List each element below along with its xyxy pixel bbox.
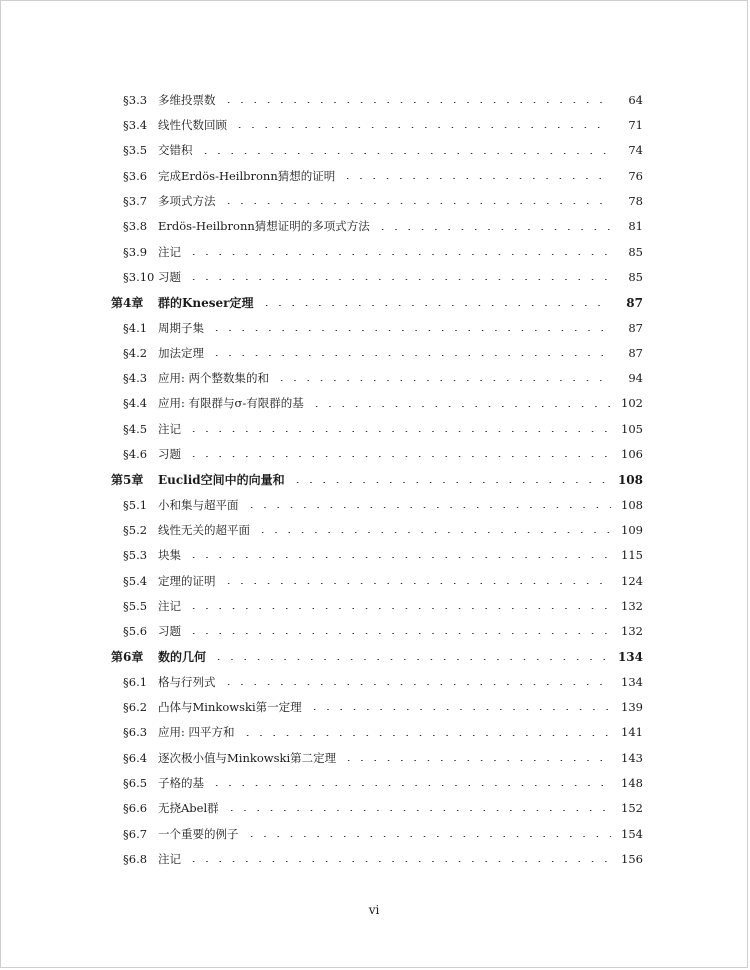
section-title: 加法定理 <box>158 348 210 360</box>
toc-section-row[interactable] <box>111 417 643 442</box>
section-title: 多维投票数 <box>158 95 222 107</box>
toc-page-number: 115 <box>611 550 643 562</box>
toc-section-row[interactable] <box>111 822 643 847</box>
toc-section-row[interactable] <box>111 518 643 543</box>
toc-page-number: 134 <box>611 651 643 663</box>
toc-page-number: 87 <box>611 323 643 335</box>
section-number: §4.5 <box>123 421 148 436</box>
toc-page-number: 141 <box>611 727 643 739</box>
toc-page-number: 108 <box>611 474 643 486</box>
dot-leader <box>212 659 611 660</box>
section-number: §6.4 <box>123 750 148 765</box>
section-number: §3.9 <box>123 244 148 259</box>
dot-leader <box>241 735 611 736</box>
toc-page-number: 106 <box>611 449 643 461</box>
section-number: §6.8 <box>123 851 148 866</box>
dot-leader <box>210 785 611 786</box>
chapter-title: 群的Kneser定理 <box>158 297 260 309</box>
table-of-contents <box>111 88 643 872</box>
toc-section-row[interactable] <box>111 847 643 872</box>
toc-page-number: 139 <box>611 702 643 714</box>
toc-page-number: 143 <box>611 753 643 765</box>
section-number: §5.3 <box>123 548 148 563</box>
section-number: §4.4 <box>123 396 148 411</box>
section-number: §6.5 <box>123 775 148 790</box>
dot-leader <box>376 229 611 230</box>
dot-leader <box>256 532 611 533</box>
toc-page-number: 148 <box>611 778 643 790</box>
toc-section-row[interactable] <box>111 189 643 214</box>
toc-page-number: 71 <box>611 120 643 132</box>
toc-section-row[interactable] <box>111 442 643 467</box>
dot-leader <box>222 203 612 204</box>
toc-page-number: 85 <box>611 272 643 284</box>
toc-page-number: 152 <box>611 803 643 815</box>
section-title: 应用: 两个整数集的和 <box>158 373 275 385</box>
toc-section-row[interactable] <box>111 139 643 164</box>
toc-section-row[interactable] <box>111 796 643 821</box>
section-number: §4.3 <box>123 371 148 386</box>
dot-leader <box>187 861 611 862</box>
toc-section-row[interactable] <box>111 214 643 239</box>
toc-chapter-row[interactable] <box>111 467 643 492</box>
toc-section-row[interactable] <box>111 771 643 796</box>
toc-page-number: 87 <box>611 297 643 309</box>
section-number: §3.10 <box>123 269 155 284</box>
toc-page-number: 154 <box>611 829 643 841</box>
dot-leader <box>260 305 611 306</box>
section-number: §6.3 <box>123 725 148 740</box>
section-number: §6.2 <box>123 700 148 715</box>
section-title: 小和集与超平面 <box>158 500 245 512</box>
section-title: 习题 <box>158 626 187 638</box>
dot-leader <box>210 355 611 356</box>
section-number: §5.2 <box>123 522 148 537</box>
section-title: 凸体与Minkowski第一定理 <box>158 702 308 714</box>
toc-page-number: 105 <box>611 424 643 436</box>
toc-page-number: 94 <box>611 373 643 385</box>
toc-page-number: 108 <box>611 500 643 512</box>
dot-leader <box>222 684 612 685</box>
section-title: 注记 <box>158 247 187 259</box>
section-number: §3.4 <box>123 118 148 133</box>
section-number: §5.1 <box>123 497 148 512</box>
section-title: 习题 <box>158 449 187 461</box>
dot-leader <box>245 507 612 508</box>
toc-page-number: 102 <box>611 398 643 410</box>
section-title: 线性代数回顾 <box>158 120 233 132</box>
section-title: 习题 <box>158 272 187 284</box>
toc-section-row[interactable] <box>111 164 643 189</box>
toc-section-row[interactable] <box>111 594 643 619</box>
toc-section-row[interactable] <box>111 265 643 290</box>
dot-leader <box>187 279 611 280</box>
chapter-title: Euclid空间中的向量和 <box>158 474 291 486</box>
toc-section-row[interactable] <box>111 746 643 771</box>
section-number: §3.5 <box>123 143 148 158</box>
section-title: 周期子集 <box>158 323 210 335</box>
toc-page-number: 156 <box>611 854 643 866</box>
toc-section-row[interactable] <box>111 569 643 594</box>
toc-section-row[interactable] <box>111 670 643 695</box>
toc-page-number: 132 <box>611 626 643 638</box>
toc-section-row[interactable] <box>111 392 643 417</box>
dot-leader <box>245 836 612 837</box>
section-number: §3.7 <box>123 194 148 209</box>
section-title: 无挠Abel群 <box>158 803 225 815</box>
toc-page-number: 109 <box>611 525 643 537</box>
toc-section-row[interactable] <box>111 720 643 745</box>
toc-page-number: 78 <box>611 196 643 208</box>
toc-page-number: 74 <box>611 145 643 157</box>
section-number: §5.6 <box>123 624 148 639</box>
dot-leader <box>187 608 611 609</box>
dot-leader <box>187 456 611 457</box>
section-number: §6.1 <box>123 674 148 689</box>
section-title: 定理的证明 <box>158 576 222 588</box>
dot-leader <box>210 330 611 331</box>
dot-leader <box>222 583 612 584</box>
toc-section-row[interactable] <box>111 366 643 391</box>
section-title: 逐次极小值与Minkowski第二定理 <box>158 753 342 765</box>
section-number: §3.6 <box>123 168 148 183</box>
section-title: 交错积 <box>158 145 199 157</box>
section-title: Erdös-Heilbronn猜想证明的多项式方法 <box>158 221 376 233</box>
page-number-footer: vi <box>368 903 380 917</box>
dot-leader <box>308 709 611 710</box>
section-number: §3.3 <box>123 92 148 107</box>
toc-section-row[interactable] <box>111 341 643 366</box>
toc-chapter-row[interactable] <box>111 645 643 670</box>
section-number: §6.6 <box>123 801 148 816</box>
section-title: 一个重要的例子 <box>158 829 245 841</box>
section-number: §5.5 <box>123 598 148 613</box>
chapter-number: 第5章 <box>111 473 144 488</box>
section-title: 注记 <box>158 854 187 866</box>
section-title: 注记 <box>158 601 187 613</box>
dot-leader <box>199 153 612 154</box>
section-title: 应用: 有限群与σ-有限群的基 <box>158 398 310 410</box>
dot-leader <box>275 380 611 381</box>
dot-leader <box>342 760 611 761</box>
dot-leader <box>291 482 611 483</box>
dot-leader <box>341 178 611 179</box>
section-number: §3.8 <box>123 219 148 234</box>
dot-leader <box>187 557 611 558</box>
toc-section-row[interactable] <box>111 316 643 341</box>
section-title: 线性无关的超平面 <box>158 525 256 537</box>
section-number: §4.2 <box>123 345 148 360</box>
toc-page-number: 124 <box>611 576 643 588</box>
chapter-title: 数的几何 <box>158 651 212 663</box>
toc-page-number: 81 <box>611 221 643 233</box>
section-number: §4.6 <box>123 447 148 462</box>
section-title: 子格的基 <box>158 778 210 790</box>
toc-section-row[interactable] <box>111 88 643 113</box>
dot-leader <box>310 406 611 407</box>
dot-leader <box>222 102 612 103</box>
section-title: 应用: 四平方和 <box>158 727 241 739</box>
dot-leader <box>225 810 611 811</box>
toc-section-row[interactable] <box>111 695 643 720</box>
toc-chapter-row[interactable] <box>111 290 643 315</box>
chapter-number: 第4章 <box>111 296 144 311</box>
dot-leader <box>187 431 611 432</box>
dot-leader <box>187 254 611 255</box>
toc-page-number: 134 <box>611 677 643 689</box>
toc-page-number: 87 <box>611 348 643 360</box>
section-number: §6.7 <box>123 826 148 841</box>
section-title: 完成Erdös-Heilbronn猜想的证明 <box>158 171 341 183</box>
toc-section-row[interactable] <box>111 543 643 568</box>
section-number: §4.1 <box>123 320 148 335</box>
section-title: 格与行列式 <box>158 677 222 689</box>
toc-page-number: 76 <box>611 171 643 183</box>
toc-page-number: 64 <box>611 95 643 107</box>
section-title: 多项式方法 <box>158 196 222 208</box>
toc-section-row[interactable] <box>111 493 643 518</box>
toc-page-number: 85 <box>611 247 643 259</box>
section-title: 块集 <box>158 550 187 562</box>
dot-leader <box>233 127 611 128</box>
section-title: 注记 <box>158 424 187 436</box>
section-number: §5.4 <box>123 573 148 588</box>
toc-section-row[interactable] <box>111 240 643 265</box>
chapter-number: 第6章 <box>111 650 144 665</box>
toc-page-number: 132 <box>611 601 643 613</box>
dot-leader <box>187 633 611 634</box>
toc-section-row[interactable] <box>111 113 643 138</box>
toc-section-row[interactable] <box>111 619 643 644</box>
